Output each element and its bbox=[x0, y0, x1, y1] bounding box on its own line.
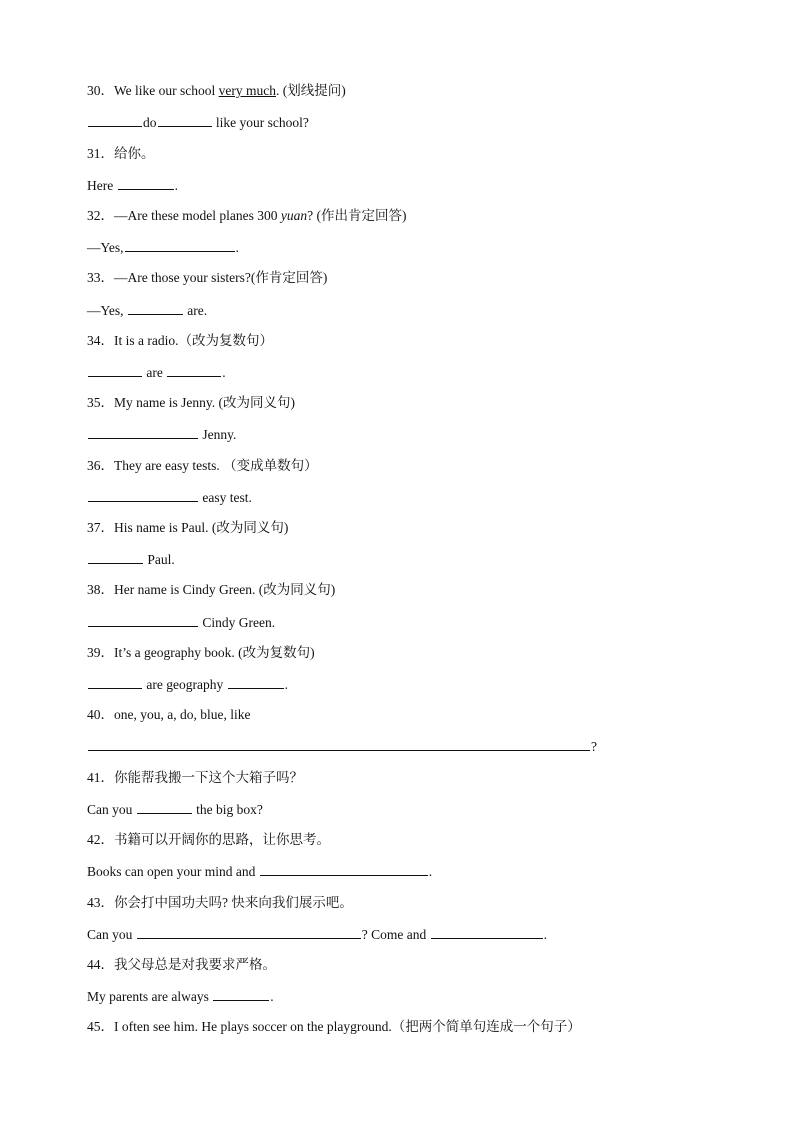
question-prompt: Her name is Cindy Green. (改为同义句) bbox=[114, 582, 336, 597]
answer-32 bbox=[87, 237, 239, 257]
answer-39 bbox=[87, 674, 288, 694]
question-prompt: 书籍可以开阔你的思路，让你思考。 bbox=[114, 832, 330, 847]
answer-text: . bbox=[222, 365, 226, 380]
answer-text: . bbox=[284, 677, 288, 692]
underlined-phrase: very much bbox=[218, 83, 276, 98]
answer-blank[interactable] bbox=[137, 799, 192, 814]
question-number: 43． bbox=[87, 895, 114, 910]
question-37 bbox=[87, 518, 288, 538]
answer-blank[interactable] bbox=[88, 424, 198, 439]
answer-text: are bbox=[143, 365, 167, 380]
question-prompt: 给你。 bbox=[114, 146, 155, 161]
question-number: 39． bbox=[87, 645, 114, 660]
question-number: 34． bbox=[87, 333, 114, 348]
question-41 bbox=[87, 768, 303, 788]
answer-text: . bbox=[270, 989, 274, 1004]
answer-blank[interactable] bbox=[88, 612, 198, 627]
answer-text: Paul. bbox=[144, 552, 175, 567]
question-44 bbox=[87, 955, 276, 975]
question-prompt: I often see him. He plays soccer on the playground.（把两个简单句连成一个句子） bbox=[114, 1019, 581, 1034]
answer-blank[interactable] bbox=[88, 549, 143, 564]
answer-text: . bbox=[543, 927, 547, 942]
question-number: 32． bbox=[87, 208, 114, 223]
answer-40 bbox=[87, 736, 597, 756]
answer-41 bbox=[87, 799, 263, 819]
answer-30 bbox=[87, 112, 309, 132]
question-number: 31． bbox=[87, 146, 114, 161]
question-42 bbox=[87, 830, 330, 850]
question-39 bbox=[87, 643, 315, 663]
answer-blank[interactable] bbox=[88, 112, 142, 127]
answer-text: Cindy Green. bbox=[199, 615, 276, 630]
question-prompt: We like our school bbox=[114, 83, 219, 98]
question-31 bbox=[87, 144, 155, 164]
answer-44 bbox=[87, 986, 274, 1006]
question-30 bbox=[87, 81, 346, 101]
question-33 bbox=[87, 268, 327, 288]
answer-text: are. bbox=[183, 303, 208, 318]
answer-blank[interactable] bbox=[88, 674, 142, 689]
answer-blank[interactable] bbox=[137, 924, 361, 939]
question-number: 41． bbox=[87, 770, 114, 785]
answer-blank[interactable] bbox=[88, 487, 198, 502]
question-prompt: 我父母总是对我要求严格。 bbox=[114, 957, 276, 972]
answer-text: Jenny. bbox=[199, 427, 237, 442]
answer-text: Can you bbox=[87, 927, 136, 942]
question-number: 33． bbox=[87, 270, 114, 285]
answer-text: easy test. bbox=[199, 490, 252, 505]
answer-blank[interactable] bbox=[228, 674, 284, 689]
answer-35 bbox=[87, 424, 236, 444]
answer-blank[interactable] bbox=[158, 112, 212, 127]
answer-text: —Yes, bbox=[87, 240, 124, 255]
answer-blank[interactable] bbox=[118, 175, 174, 190]
answer-text: Here bbox=[87, 178, 117, 193]
answer-blank[interactable] bbox=[431, 924, 543, 939]
question-prompt-tail: ? (作出肯定回答) bbox=[307, 208, 407, 223]
answer-blank[interactable] bbox=[125, 237, 235, 252]
answer-38 bbox=[87, 612, 275, 632]
answer-text: . bbox=[174, 178, 178, 193]
answer-text: —Yes, bbox=[87, 303, 127, 318]
question-number: 44． bbox=[87, 957, 114, 972]
answer-text: do bbox=[143, 115, 157, 130]
answer-34 bbox=[87, 362, 226, 382]
answer-text: ? Come and bbox=[361, 927, 430, 942]
question-number: 42． bbox=[87, 832, 114, 847]
question-prompt: His name is Paul. (改为同义句) bbox=[114, 520, 289, 535]
question-number: 45． bbox=[87, 1019, 114, 1034]
answer-text: My parents are always bbox=[87, 989, 213, 1004]
answer-37 bbox=[87, 549, 175, 569]
question-prompt: It is a radio.（改为复数句） bbox=[114, 333, 273, 348]
answer-text: Can you bbox=[87, 802, 136, 817]
question-number: 30． bbox=[87, 83, 114, 98]
question-prompt-tail: . (划线提问) bbox=[276, 83, 346, 98]
answer-text: like your school? bbox=[212, 115, 309, 130]
answer-text: the big box? bbox=[192, 802, 263, 817]
answer-42 bbox=[87, 861, 432, 881]
question-number: 40． bbox=[87, 707, 114, 722]
question-40 bbox=[87, 705, 250, 725]
answer-33 bbox=[87, 300, 207, 320]
answer-text: are geography bbox=[143, 677, 227, 692]
answer-blank[interactable] bbox=[88, 362, 142, 377]
question-prompt: —Are these model planes 300 bbox=[114, 208, 281, 223]
question-prompt: 你能帮我搬一下这个大箱子吗？ bbox=[114, 770, 303, 785]
question-prompt: one, you, a, do, blue, like bbox=[114, 707, 251, 722]
answer-blank[interactable] bbox=[128, 300, 183, 315]
answer-blank[interactable] bbox=[167, 362, 221, 377]
question-36 bbox=[87, 456, 318, 476]
question-number: 36． bbox=[87, 458, 114, 473]
question-prompt: —Are those your sisters?(作肯定回答) bbox=[114, 270, 328, 285]
answer-blank[interactable] bbox=[88, 736, 590, 751]
question-35 bbox=[87, 393, 295, 413]
answer-blank[interactable] bbox=[213, 986, 269, 1001]
question-prompt: My name is Jenny. (改为同义句) bbox=[114, 395, 295, 410]
answer-blank[interactable] bbox=[260, 861, 428, 876]
question-38 bbox=[87, 580, 335, 600]
answer-text: ? bbox=[591, 739, 597, 754]
question-43 bbox=[87, 893, 353, 913]
question-prompt: 你会打中国功夫吗? 快来向我们展示吧。 bbox=[114, 895, 353, 910]
answer-text: . bbox=[235, 240, 239, 255]
answer-text: Books can open your mind and bbox=[87, 864, 259, 879]
question-45 bbox=[87, 1017, 581, 1037]
answer-36 bbox=[87, 487, 252, 507]
question-number: 35． bbox=[87, 395, 114, 410]
question-number: 38． bbox=[87, 582, 114, 597]
question-prompt: They are easy tests. （变成单数句） bbox=[114, 458, 318, 473]
italic-word: yuan bbox=[280, 208, 308, 223]
answer-text: . bbox=[428, 864, 433, 879]
question-34 bbox=[87, 331, 273, 351]
answer-43 bbox=[87, 924, 547, 944]
question-32 bbox=[87, 206, 406, 226]
answer-31 bbox=[87, 175, 178, 195]
question-number: 37． bbox=[87, 520, 114, 535]
question-prompt: It’s a geography book. (改为复数句) bbox=[114, 645, 315, 660]
